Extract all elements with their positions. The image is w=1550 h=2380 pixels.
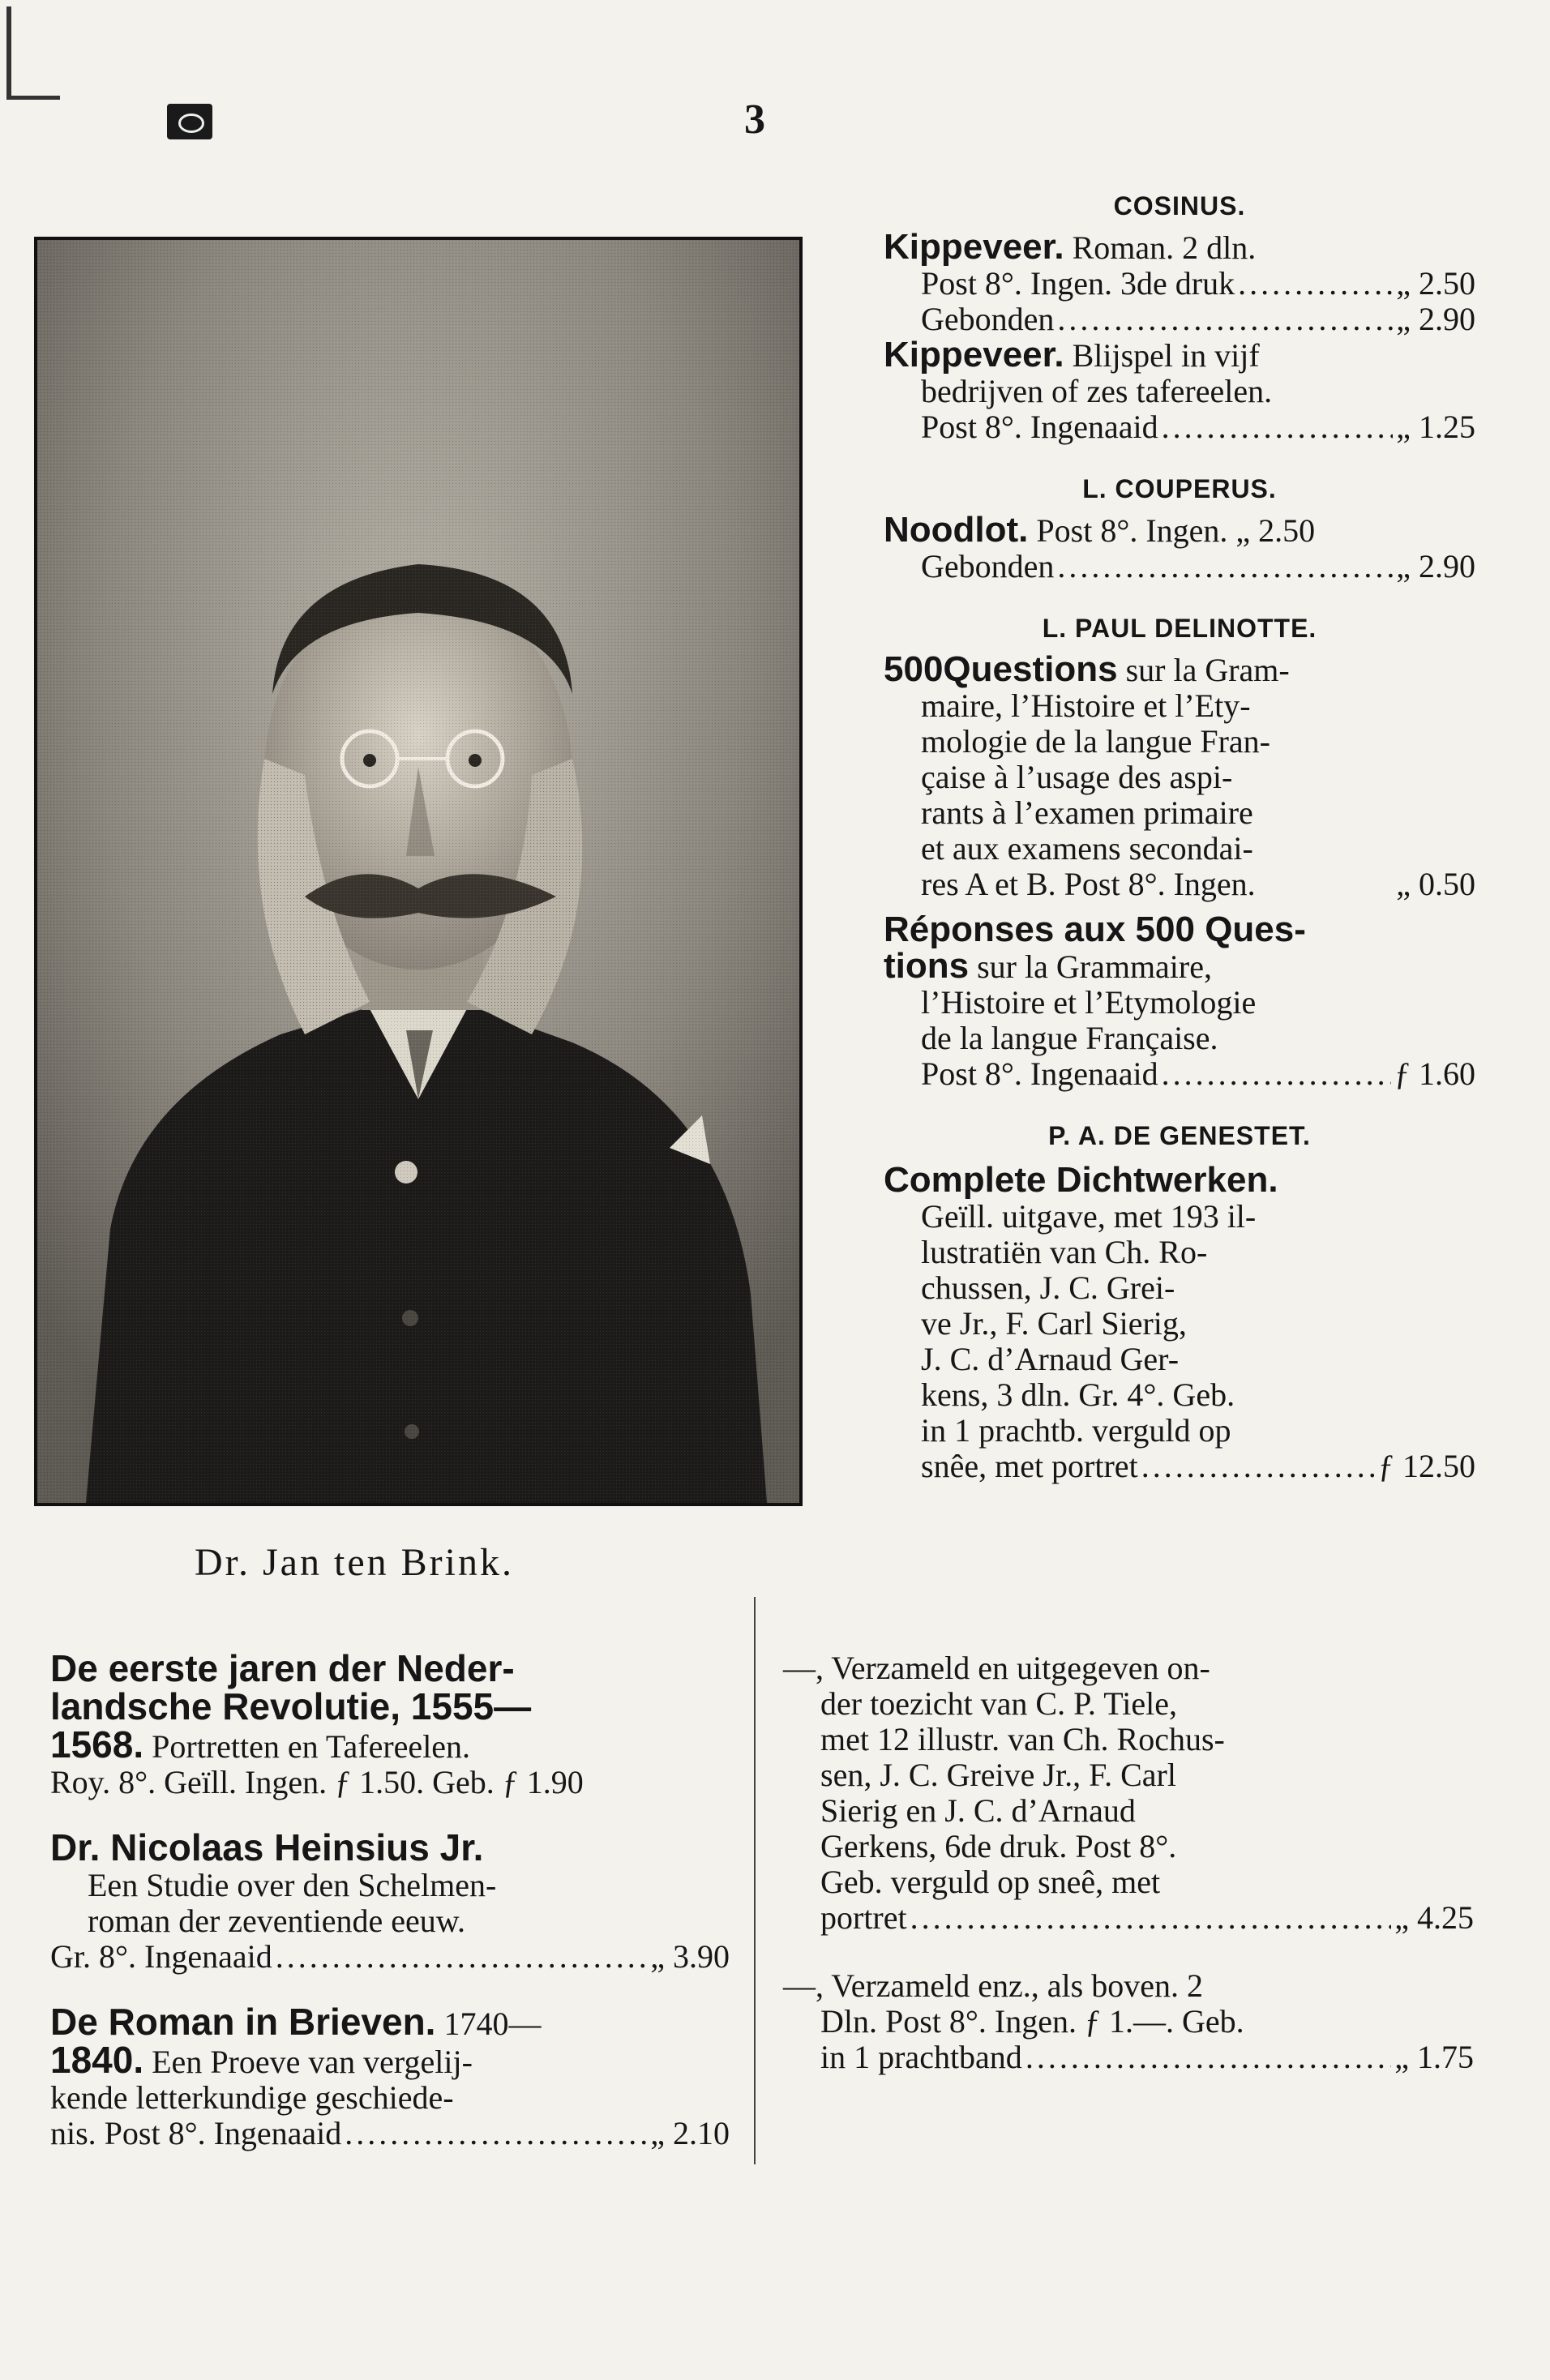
entry-price: ƒ 12.50 <box>1378 1448 1475 1484</box>
catalogue-entry <box>884 512 1475 549</box>
catalogue-entry <box>50 1826 730 1868</box>
entry-line: maire, l’Histoire et l’Ety- <box>921 687 1251 724</box>
catalogue-entry <box>50 1685 730 1727</box>
entry-text: Roman. 2 dln. <box>1064 229 1257 266</box>
entry-title: tions <box>884 946 970 986</box>
catalogue-entry <box>884 649 1475 689</box>
entry-text: 1740— <box>435 2005 542 2042</box>
entry-title: 1568. <box>50 1723 144 1766</box>
entry-title: Dr. Nicolaas Heinsius Jr. <box>50 1826 484 1868</box>
entry-price: „ 2.10 <box>650 2115 730 2151</box>
entry-line: Geb. verguld op sneê, met <box>820 1864 1161 1900</box>
entry-price: „ 0.50 <box>1396 866 1475 902</box>
entry-text: Gr. 8°. Ingenaaid <box>50 1938 272 1975</box>
entry-line: —, Verzameld en uitgegeven on- <box>783 1650 1210 1686</box>
entry-line: Sierig en J. C. d’Arnaud <box>820 1792 1136 1829</box>
entry-price: „ 1.75 <box>1394 2039 1474 2075</box>
entry-title: landsche Revolutie, 1555— <box>50 1685 532 1727</box>
entry-text: Gebonden <box>921 301 1055 337</box>
entry-line <box>884 549 1475 584</box>
entry-price: ƒ 1.60 <box>1394 1055 1475 1092</box>
entry-line <box>50 2116 730 2151</box>
entry-price: „ 4.25 <box>1394 1899 1474 1936</box>
entry-text: portret <box>820 1899 907 1936</box>
author-heading: COSINUS. <box>1113 191 1246 220</box>
entry-line <box>50 2039 730 2081</box>
entry-line: met 12 illustr. van Ch. Rochus- <box>820 1721 1225 1757</box>
entry-line <box>50 1723 730 1766</box>
entry-line: mologie de la langue Fran- <box>921 723 1270 760</box>
entry-line: —, Verzameld enz., als boven. 2 <box>783 1967 1203 2004</box>
entry-text: nis. Post 8°. Ingenaaid <box>50 2115 342 2151</box>
catalogue-entry <box>884 1162 1475 1199</box>
entry-text: in 1 prachtband <box>820 2039 1022 2075</box>
entry-title: Kippeveer. <box>884 227 1064 267</box>
entry-title: Noodlot. <box>884 510 1029 550</box>
portrait-illustration <box>37 240 799 1503</box>
entry-line <box>884 1449 1475 1484</box>
entry-price: „ 2.50 <box>1396 265 1475 302</box>
entry-line: Geïll. uitgave, met 193 il- <box>921 1198 1257 1235</box>
entry-line: ve Jr., F. Carl Sierig, <box>921 1305 1187 1342</box>
author-heading: P. A. DE GENESTET. <box>1048 1121 1311 1150</box>
entry-line <box>783 1900 1474 1936</box>
entry-title: Réponses aux 500 Ques- <box>884 910 1306 949</box>
entry-line: Gerkens, 6de druk. Post 8°. <box>820 1828 1177 1864</box>
entry-title: 500Questions <box>884 649 1118 689</box>
catalogue-entry <box>884 912 1475 948</box>
entry-price: „ 1.25 <box>1396 409 1475 445</box>
entry-line <box>783 2040 1474 2075</box>
entry-price: „ 2.90 <box>1396 548 1475 584</box>
catalogue-entry <box>884 229 1475 266</box>
entry-line: sen, J. C. Greive Jr., F. Carl <box>820 1757 1176 1793</box>
entry-line <box>884 409 1475 445</box>
catalogue-entry <box>50 2001 730 2043</box>
entry-title: De Roman in Brieven. <box>50 2001 436 2043</box>
entry-price: „ 2.90 <box>1396 301 1475 337</box>
author-heading: L. PAUL DELINOTTE. <box>1042 614 1317 643</box>
right-column <box>884 191 1475 1484</box>
entry-line <box>884 266 1475 302</box>
entry-text: Blijspel in vijf <box>1064 337 1260 374</box>
entry-text: Post 8°. Ingen. 3de druk <box>921 265 1235 302</box>
entry-line: in 1 prachtb. verguld op <box>921 1412 1231 1449</box>
entry-line <box>884 867 1475 902</box>
entry-text: Gebonden <box>921 548 1055 584</box>
catalogue-entry <box>884 948 1475 985</box>
entry-line: de la langue Française. <box>921 1020 1218 1056</box>
portrait-caption: Dr. Jan ten Brink. <box>195 1541 514 1584</box>
entry-line: kende letterkundige geschiede- <box>50 2079 454 2116</box>
entry-line: chussen, J. C. Grei- <box>921 1269 1175 1306</box>
entry-line: rants à l’examen primaire <box>921 794 1253 831</box>
page-number: 3 <box>744 96 765 143</box>
entry-text: snêe, met portret <box>921 1448 1138 1484</box>
entry-line <box>50 1939 730 1975</box>
entry-line: der toezicht van C. P. Tiele, <box>820 1685 1177 1722</box>
entry-line: Roy. 8°. Geïll. Ingen. ƒ 1.50. Geb. ƒ 1.90 <box>50 1764 584 1800</box>
lower-left-column <box>50 1647 730 2151</box>
entry-title: 1840. <box>50 2039 144 2081</box>
entry-text: Post 8°. Ingen. „ 2.50 <box>1028 512 1316 549</box>
entry-title: Complete Dichtwerken. <box>884 1160 1278 1200</box>
entry-line: çaise à l’usage des aspi- <box>921 759 1233 795</box>
entry-line: bedrijven of zes tafereelen. <box>921 373 1273 409</box>
catalogue-entry <box>50 1647 730 1689</box>
portrait-photo <box>34 237 803 1506</box>
entry-text: Een Proeve van vergelij- <box>143 2044 473 2080</box>
author-heading: L. COUPERUS. <box>1082 474 1277 503</box>
lower-right-column <box>783 1650 1474 2075</box>
entry-line <box>884 302 1475 337</box>
entry-text: sur la Gram- <box>1117 652 1290 688</box>
entry-line: et aux examens secondai- <box>921 830 1253 867</box>
catalogue-entry <box>884 337 1475 374</box>
entry-price: „ 3.90 <box>650 1938 730 1975</box>
entry-text: res A et B. Post 8°. Ingen. <box>921 866 1256 902</box>
entry-text: Post 8°. Ingenaaid <box>921 409 1158 445</box>
entry-title: Kippeveer. <box>884 335 1064 375</box>
entry-text: sur la Grammaire, <box>969 948 1212 985</box>
corner-scan-mark <box>6 6 60 100</box>
column-divider <box>754 1597 756 2164</box>
entry-line: Een Studie over den Schelmen- <box>88 1867 497 1903</box>
printer-ornament-icon <box>167 104 212 139</box>
entry-line: Dln. Post 8°. Ingen. ƒ 1.—. Geb. <box>820 2003 1244 2040</box>
entry-line: roman der zeventiende eeuw. <box>88 1903 466 1939</box>
entry-line: lustratiën van Ch. Ro- <box>921 1234 1208 1270</box>
entry-text: Portretten en Tafereelen. <box>143 1728 471 1765</box>
entry-text: Post 8°. Ingenaaid <box>921 1055 1158 1092</box>
entry-line: J. C. d’Arnaud Ger- <box>921 1341 1180 1377</box>
entry-line: l’Histoire et l’Etymologie <box>921 984 1257 1021</box>
entry-title: De eerste jaren der Neder- <box>50 1647 515 1689</box>
entry-line: kens, 3 dln. Gr. 4°. Geb. <box>921 1376 1235 1413</box>
entry-line <box>884 1056 1475 1092</box>
